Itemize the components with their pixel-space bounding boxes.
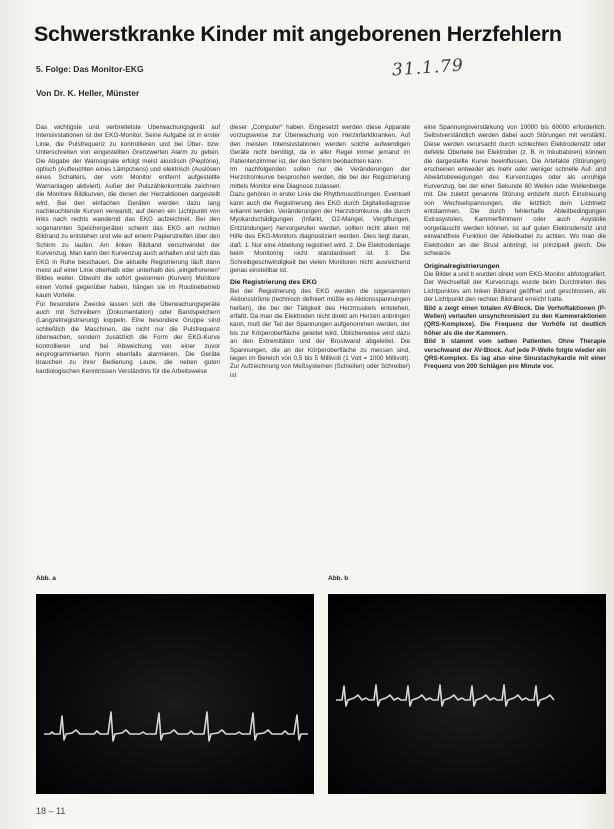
paragraph: Im nachfolgenden sollen nur die Veränderungen der Herzstromkurve besprochen werden, die bei der Registrierung mittels Monitor eine Diagnose zulassen.: [230, 166, 410, 190]
paragraph: Für besondere Zwecke lassen sich die Überwachungsgeräte auch mit Schreibern (Dokumentation) oder Bandspeichern (Langzeitregistrierung) koppeln. Eine besondere Gruppe sind schließlich die Maschinen, die nicht nur die Pulsfrequenz überwachen, sondern zusätzlich die Form der EKG-Kurve kontrollieren und bei Abweichung von einer zuvor einprogrammierten Norm ebenfalls alarmieren. Die Geräte brauchen zu ihrer Bedienung Leute, die neben guten kardiologischen Kenntnissen Verständnis für die Arbeitsweise: [36, 300, 220, 375]
paragraph: Das wichtigste und verbreitetste Überwachungsgerät auf Intensivstationen ist der EKG-Monitor. Seine Aufgabe ist in erster Linie, die Pulsfrequenz zu kontrollieren und bei Über- bzw. Unterschreiten von eingestellten Grenzwerten Alarm zu geben. Die Abgabe der Warnsignale erfolgt meist akustisch (Pieptöne), optisch (Aufleuchten eines Lämpchens) und elektrisch (Auslösen eines Schalters, der vom Monitor entfernt aufgestellte Warnanlagen aktiviert). Außer der Pulszählerkontrolle zeichnen die Monitore Bildkurven, die denen der Herzaktionen dargestellt wird. Bei den einfachen Geräten werden dazu lang nachleuchtende Kurven verwandt, auf denen ein Lichtpunkt von links nach rechts wandernd das EKG aufzeichnet. Bei den sogenannten Speichergeräten scheint das EKG am rechten Bildrand zu entstehen und wie auf einem Papierstreifen über den Schirm zu laufen. Am linken Bildrand verschwindet der Kurvenzug. Man kann den Kurvenzug auch anhalten und sich das EKG in Ruhe beschauen. Die aktuelle Registrierung läuft dann meist auf einer Linie oberhalb oder unterhalb des „eingefrorenen“ Bildes weiter. Obwohl die sofort gewonnen (Kurven) Monitore einen Vorteil gegenüber haben, hängen sie im Routinebetrieb kaum Vorteile.: [36, 124, 220, 300]
figure-label-a: Abb. a: [36, 575, 56, 582]
paragraph: Die Bilder a und b wurden direkt vom EKG-Monitor abfotografiert. Der Wechselfall der Kurvenzugs wurde beim Durchtreten des Lichtpunktes am linken Bildrand geöffnet und geschlossen, als der Lichtpunkt den rechten Bildrand erreicht hatte.: [424, 270, 606, 304]
section-heading: Die Registrierung des EKG: [230, 279, 317, 287]
handwritten-annotation: 31.1.79: [391, 55, 465, 81]
ecg-photo-a: [36, 594, 314, 794]
article-title: Schwerstkranke Kinder mit angeborenen Herzfehlern: [34, 22, 562, 46]
figure-label-b: Abb. b: [328, 575, 349, 582]
author-line: Von Dr. K. Heller, Münster: [36, 88, 140, 98]
ecg-trace-b-svg: [328, 594, 606, 794]
text-column-3: [424, 124, 606, 566]
text-column-2: [230, 124, 410, 566]
page-number: 18 – 11: [36, 806, 66, 816]
ecg-photo-b: [328, 594, 606, 794]
text-column-1: [36, 124, 220, 566]
ecg-trace-a-svg: [36, 594, 314, 794]
paragraph: Bei der Registrierung des EKG werden die sogenannten Aktionsströme (technisch definiert müßte es Aktionsspannungen heißen), die bei der Tätigkeit des Herzmuskels entstehen, erfaßt. Da man die Elektroden nicht direkt am Herzen anbringen kann, muß der Teil der Spannungen aufgenommen werden, der bis zur Körperoberfläche geleitet wird. Üblicherweise wird dazu an den Extremitäten und der Brustwand abgeleitet. Die Spannungen, die an der Körperoberfläche zu messen sind, liegen im Bereich von 0,5 bis 5 Millivolt (1 Volt = 1000 Millivolt). Zur Aufzeichnung von Meßsystemen (Schleifen) oder Schreiber) ist: [230, 287, 410, 379]
paragraph: eine Spannungsverstärkung von 10000 bis 60000 erforderlich. Selbstverständlich werden dabei auch Störungen mit verstärkt. Diese werden verursacht durch schlechten Elektrodensitz oder defekte Oberteile bei Elektroden (z. B. in Inkubatoren) können die dargestellte Kurve beeinflussen. Die Artefakte (Störungen) erscheinen entweder als mehr oder weniger schnelle Auf- und Abwärtsbewegungen des Kurvenzuges oder als unruhige Kurvenzug, bei der einer Sekunde 60 Wellen oder Wellenberge mit. Die zuletzt genannte Störung entsteht durch Einstreuung von Wechselspannungen, die letztlich dem Lichtnetz entstammen. Die durch fehlerhafte Ableitbedingungen Extrasystolen, Kammerflimmern oder auch Asystolie vorgetäuscht werden können, ist auf guten Elektrodensitz und einwandfreie Funktion der Ableitkabel zu achten. Wo man die Elektroden an der Brust anbringt, ist prinzipiell gleich. Die schwarze: [424, 124, 606, 258]
section-heading: Originalregistrierungen: [424, 262, 500, 270]
paragraph: Dazu gehören in erster Linie die Rhythmusstörungen. Eventuell kann auch die Registrierung des EKG durch Digitalisdiagnose erkannt werden. Veränderungen der Herzstromkurve, die durch Myokardschädigungen (Infarkt, O2-Mangel, Vergiftungen, Entzündungen) hervorgerufen werden, sollten nicht allein mit Hilfe des EKG-Monitors diagnostiziert werden. Dies liegt daran, daß: 1. Nur eine Ableitung registriert wird. 2. Die Elektrodenlage beim Monitoring nicht standardisiert ist. 3. Die Schreibgeschwindigkeit bei vielen Monitoren nicht ausreichend genau einstellbar ist.: [230, 191, 410, 274]
series-subtitle: 5. Folge: Das Monitor-EKG: [36, 64, 144, 74]
paragraph: dieser „Computer“ haben. Eingesetzt werden diese Apparate vorzugsweise zur Überwachung von Herzinfarktkranken. Auf den meisten Intensivstationen werden solche aufwendigen Geräte nicht benötigt, da in aller Regel immer jemand im Patientenzimmer ist, der den Schirm beobachten kann.: [230, 124, 410, 165]
figure-caption-a: Bild a zeigt einen totalen AV-Block. Die Vorhoftaktionen (P-Wellen) verlaufen unsynchronisiert zu den Kammeraktionen (QRS-Komplexe). Die Frequenz der Vorhöfe ist deutlich höher als die der Kammern.: [424, 304, 606, 337]
figure-caption-b: Bild b stammt vom selben Patienten. Ohne Therapie verschwand der AV-Block. Auf jede P-Welle folgte wieder ein QRS-Komplex. Es lag also eine Sinustachykardie mit einer Frequenz von 200 Schlägen pro Minute vor.: [424, 338, 606, 371]
